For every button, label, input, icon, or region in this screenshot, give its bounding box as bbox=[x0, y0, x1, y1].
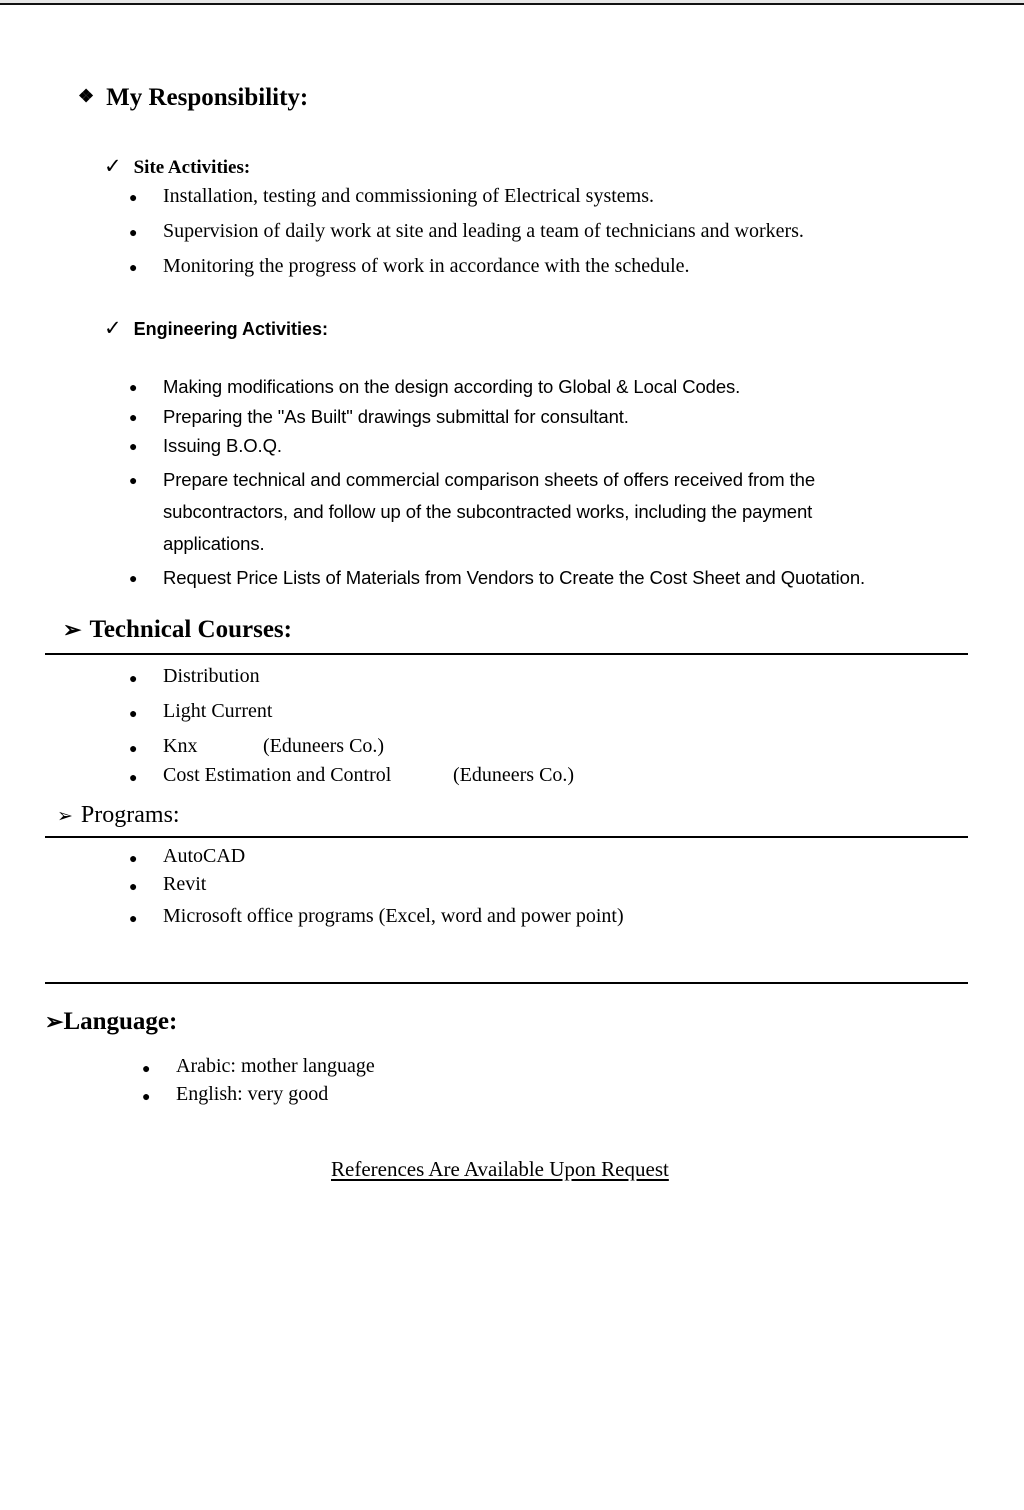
program-item: Microsoft office programs (Excel, word and power point) bbox=[163, 905, 624, 927]
checkmark-icon: ✓ bbox=[104, 316, 122, 340]
program-item: AutoCAD bbox=[163, 845, 246, 867]
course-item bbox=[163, 665, 260, 688]
list-item: Monitoring the progress of work in accordance with the schedule. bbox=[163, 255, 690, 277]
course-item bbox=[163, 764, 575, 787]
responsibility-heading bbox=[78, 84, 308, 112]
references-note: References Are Available Upon Request bbox=[331, 1157, 669, 1181]
bullet-icon: ● bbox=[129, 912, 138, 927]
list-item: Installation, testing and commissioning of Electrical systems. bbox=[163, 185, 655, 207]
section-divider bbox=[45, 982, 968, 984]
bullet-icon: ● bbox=[129, 191, 138, 206]
checkmark-icon: ✓ bbox=[104, 154, 122, 178]
bullet-icon: ● bbox=[129, 572, 138, 587]
course-provider: (Eduneers Co.) bbox=[453, 764, 575, 786]
language-item: Arabic: mother language bbox=[176, 1055, 375, 1077]
arrow-bullet-icon: ➢ bbox=[63, 617, 82, 642]
bullet-icon: ● bbox=[129, 880, 138, 895]
bullet-icon: ● bbox=[129, 440, 138, 455]
section-divider bbox=[45, 653, 968, 655]
technical-courses-heading bbox=[63, 616, 292, 644]
bullet-icon: ● bbox=[129, 226, 138, 241]
site-activities-title: Site Activities: bbox=[133, 157, 251, 178]
course-name: Knx bbox=[163, 735, 198, 757]
list-item: Supervision of daily work at site and leading a team of technicians and workers. bbox=[163, 220, 804, 242]
list-item-continuation: applications. bbox=[163, 533, 265, 554]
engineering-activities-title: Engineering Activities: bbox=[133, 319, 328, 339]
bullet-icon: ● bbox=[142, 1062, 151, 1077]
technical-courses-title: Technical Courses: bbox=[89, 616, 292, 643]
bullet-icon: ● bbox=[129, 771, 138, 786]
language-heading bbox=[45, 1008, 177, 1036]
language-title: Language: bbox=[63, 1008, 178, 1035]
course-item bbox=[163, 735, 385, 758]
page-top-rule bbox=[0, 3, 1024, 5]
course-name: Cost Estimation and Control bbox=[163, 764, 392, 786]
bullet-icon: ● bbox=[129, 411, 138, 426]
language-item: English: very good bbox=[176, 1083, 329, 1105]
list-item: Issuing B.O.Q. bbox=[163, 435, 282, 456]
program-item: Revit bbox=[163, 873, 207, 895]
list-item: Making modifications on the design according to Global & Local Codes. bbox=[163, 376, 741, 397]
course-item bbox=[163, 700, 272, 723]
bullet-icon: ● bbox=[129, 707, 138, 722]
bullet-icon: ● bbox=[129, 672, 138, 687]
arrow-bullet-icon: ➢ bbox=[57, 806, 73, 827]
programs-heading bbox=[57, 802, 180, 829]
course-name: Light Current bbox=[163, 700, 273, 722]
diamond-bullet-icon: ❖ bbox=[78, 86, 95, 106]
programs-title: Programs: bbox=[80, 802, 180, 828]
course-name: Distribution bbox=[163, 665, 260, 687]
list-item: Request Price Lists of Materials from Vendors to Create the Cost Sheet and Quotation. bbox=[163, 567, 866, 588]
arrow-bullet-icon: ➢ bbox=[45, 1009, 64, 1034]
engineering-activities-heading bbox=[104, 316, 328, 341]
bullet-icon: ● bbox=[129, 381, 138, 396]
bullet-icon: ● bbox=[129, 742, 138, 757]
site-activities-heading bbox=[104, 154, 250, 179]
list-item: Prepare technical and commercial comparison sheets of offers received from the bbox=[163, 469, 816, 490]
bullet-icon: ● bbox=[129, 474, 138, 489]
bullet-icon: ● bbox=[129, 852, 138, 867]
course-provider: (Eduneers Co.) bbox=[263, 735, 385, 757]
list-item: Preparing the "As Built" drawings submittal for consultant. bbox=[163, 406, 629, 427]
responsibility-title: My Responsibility: bbox=[106, 84, 309, 111]
bullet-icon: ● bbox=[142, 1090, 151, 1105]
bullet-icon: ● bbox=[129, 261, 138, 276]
section-divider bbox=[45, 836, 968, 838]
list-item-continuation: subcontractors, and follow up of the subcontracted works, including the payment bbox=[163, 501, 813, 522]
